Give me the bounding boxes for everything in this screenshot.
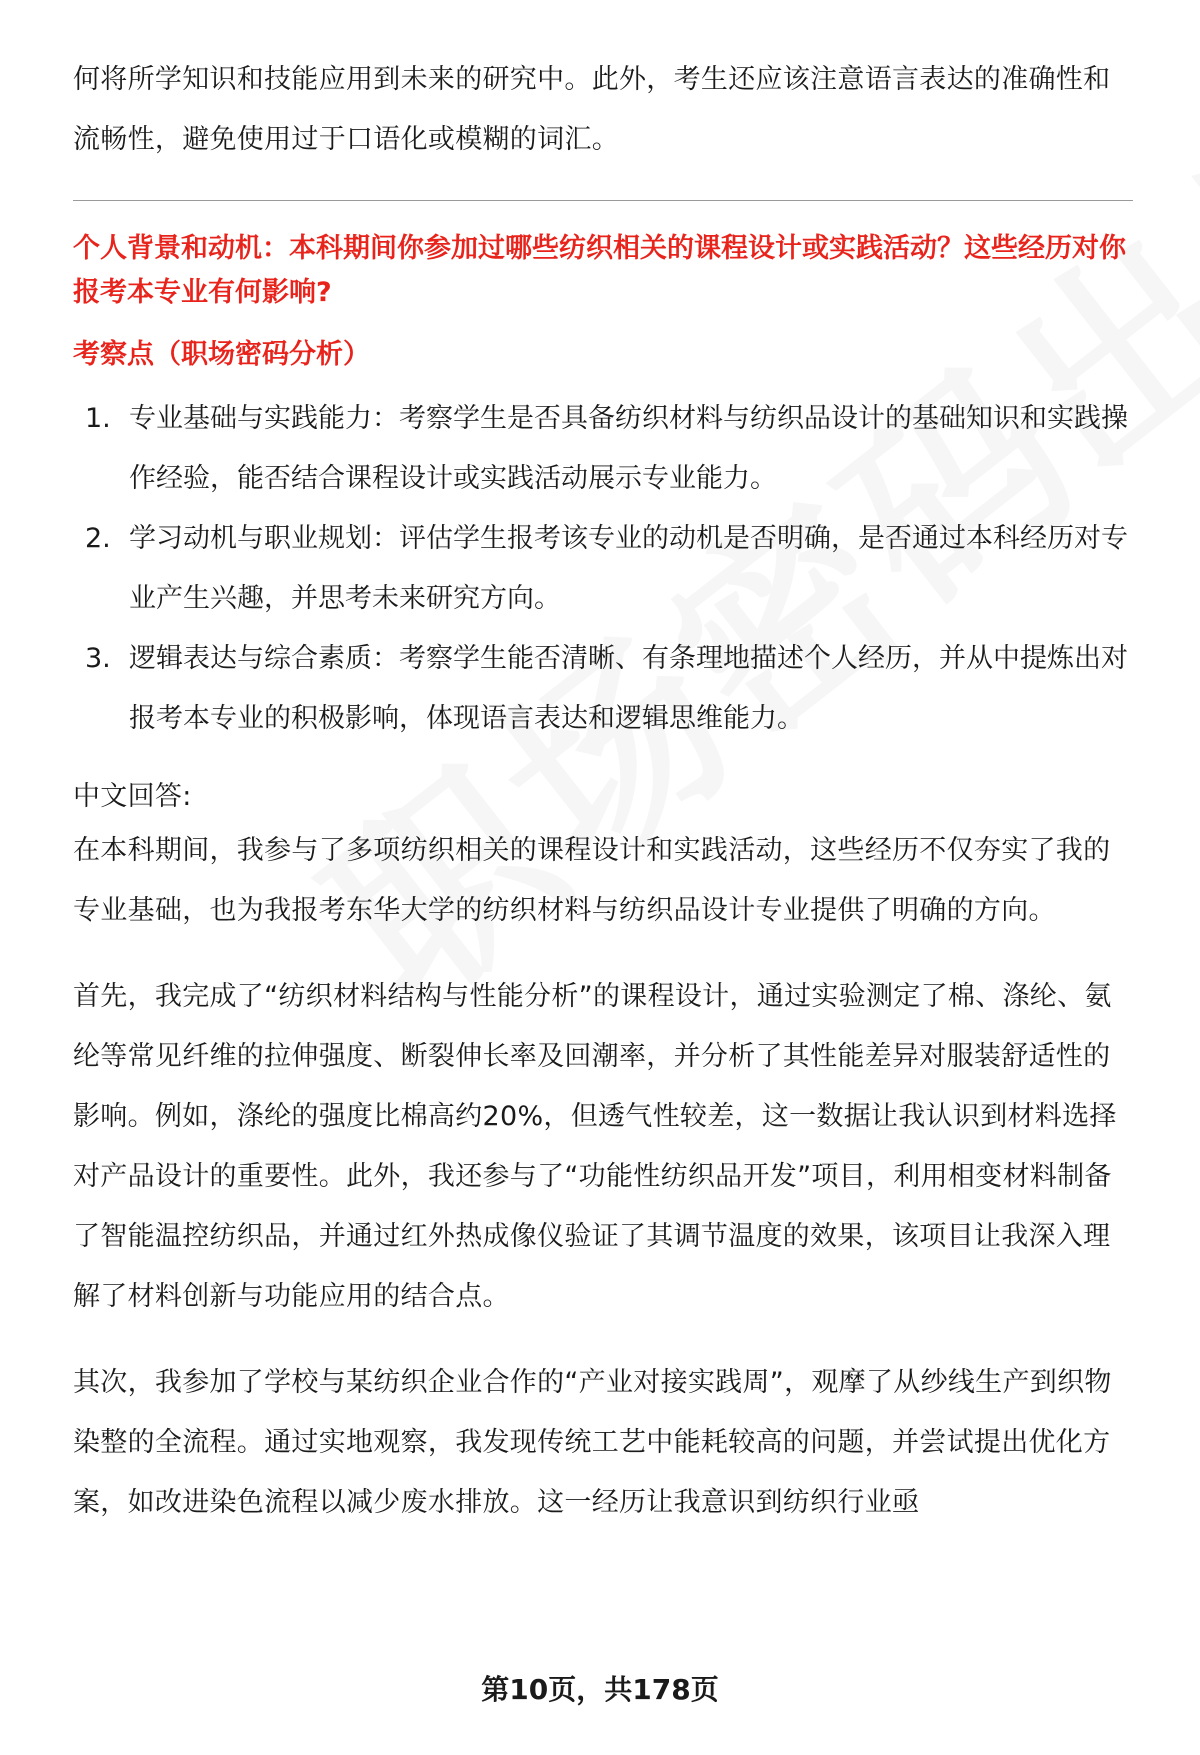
list-item-text: 逻辑表达与综合素质：考察学生能否清晰、有条理地描述个人经历，并从中提炼出对报考本专业的积极影响，体现语言表达和逻辑思维能力。: [129, 643, 1128, 734]
list-item-text: 专业基础与实践能力：考察学生是否具备纺织材料与纺织品设计的基础知识和实践操作经验，能否结合课程设计或实践活动展示专业能力。: [129, 403, 1128, 494]
answer-paragraph: 其次，我参加了学校与某纺织企业合作的“产业对接实践周”，观摩了从纱线生产到织物染整的全流程。通过实地观察，我发现传统工艺中能耗较高的问题，并尝试提出优化方案，如改进染色流程以减少废水排放。这一经历让我意识到纺织行业亟: [73, 1367, 1112, 1518]
list-item: [73, 629, 1133, 749]
divider: [73, 200, 1133, 201]
list-item: [73, 509, 1133, 629]
page-footer: 第10页，共178页: [481, 1673, 719, 1706]
document-page: [73, 50, 1133, 1533]
list-number: 3.: [85, 643, 111, 674]
answer-paragraph: 在本科期间，我参与了多项纺织相关的课程设计和实践活动，这些经历不仅夯实了我的专业基础，也为我报考东华大学的纺织材料与纺织品设计专业提供了明确的方向。: [73, 835, 1111, 926]
assessment-points-list: [73, 389, 1133, 749]
section-title: 考察点（职场密码分析）: [73, 339, 370, 370]
list-item-text: 学习动机与职业规划：评估学生报考该专业的动机是否明确，是否通过本科经历对专业产生兴趣，并思考未来研究方向。: [129, 523, 1128, 614]
question-heading: 个人背景和动机：本科期间你参加过哪些纺织相关的课程设计或实践活动？这些经历对你报考本专业有何影响?: [73, 233, 1126, 308]
list-number: 2.: [85, 523, 111, 554]
answer-paragraph: 首先，我完成了“纺织材料结构与性能分析”的课程设计，通过实验测定了棉、涤纶、氨纶等常见纤维的拉伸强度、断裂伸长率及回潮率，并分析了其性能差异对服装舒适性的影响。例如，涤纶的强度比棉高约20%，但透气性较差，这一数据让我认识到材料选择对产品设计的重要性。此外，我还参与了“功能性纺织品开发”项目，利用相变材料制备了智能温控纺织品，并通过红外热成像仪验证了其调节温度的效果，该项目让我深入理解了材料创新与功能应用的结合点。: [73, 981, 1117, 1312]
intro-text: 何将所学知识和技能应用到未来的研究中。此外，考生还应该注意语言表达的准确性和流畅性，避免使用过于口语化或模糊的词汇。: [73, 64, 1111, 155]
list-number: 1.: [85, 403, 111, 434]
list-item: [73, 389, 1133, 509]
answer-label: 中文回答:: [73, 781, 192, 812]
